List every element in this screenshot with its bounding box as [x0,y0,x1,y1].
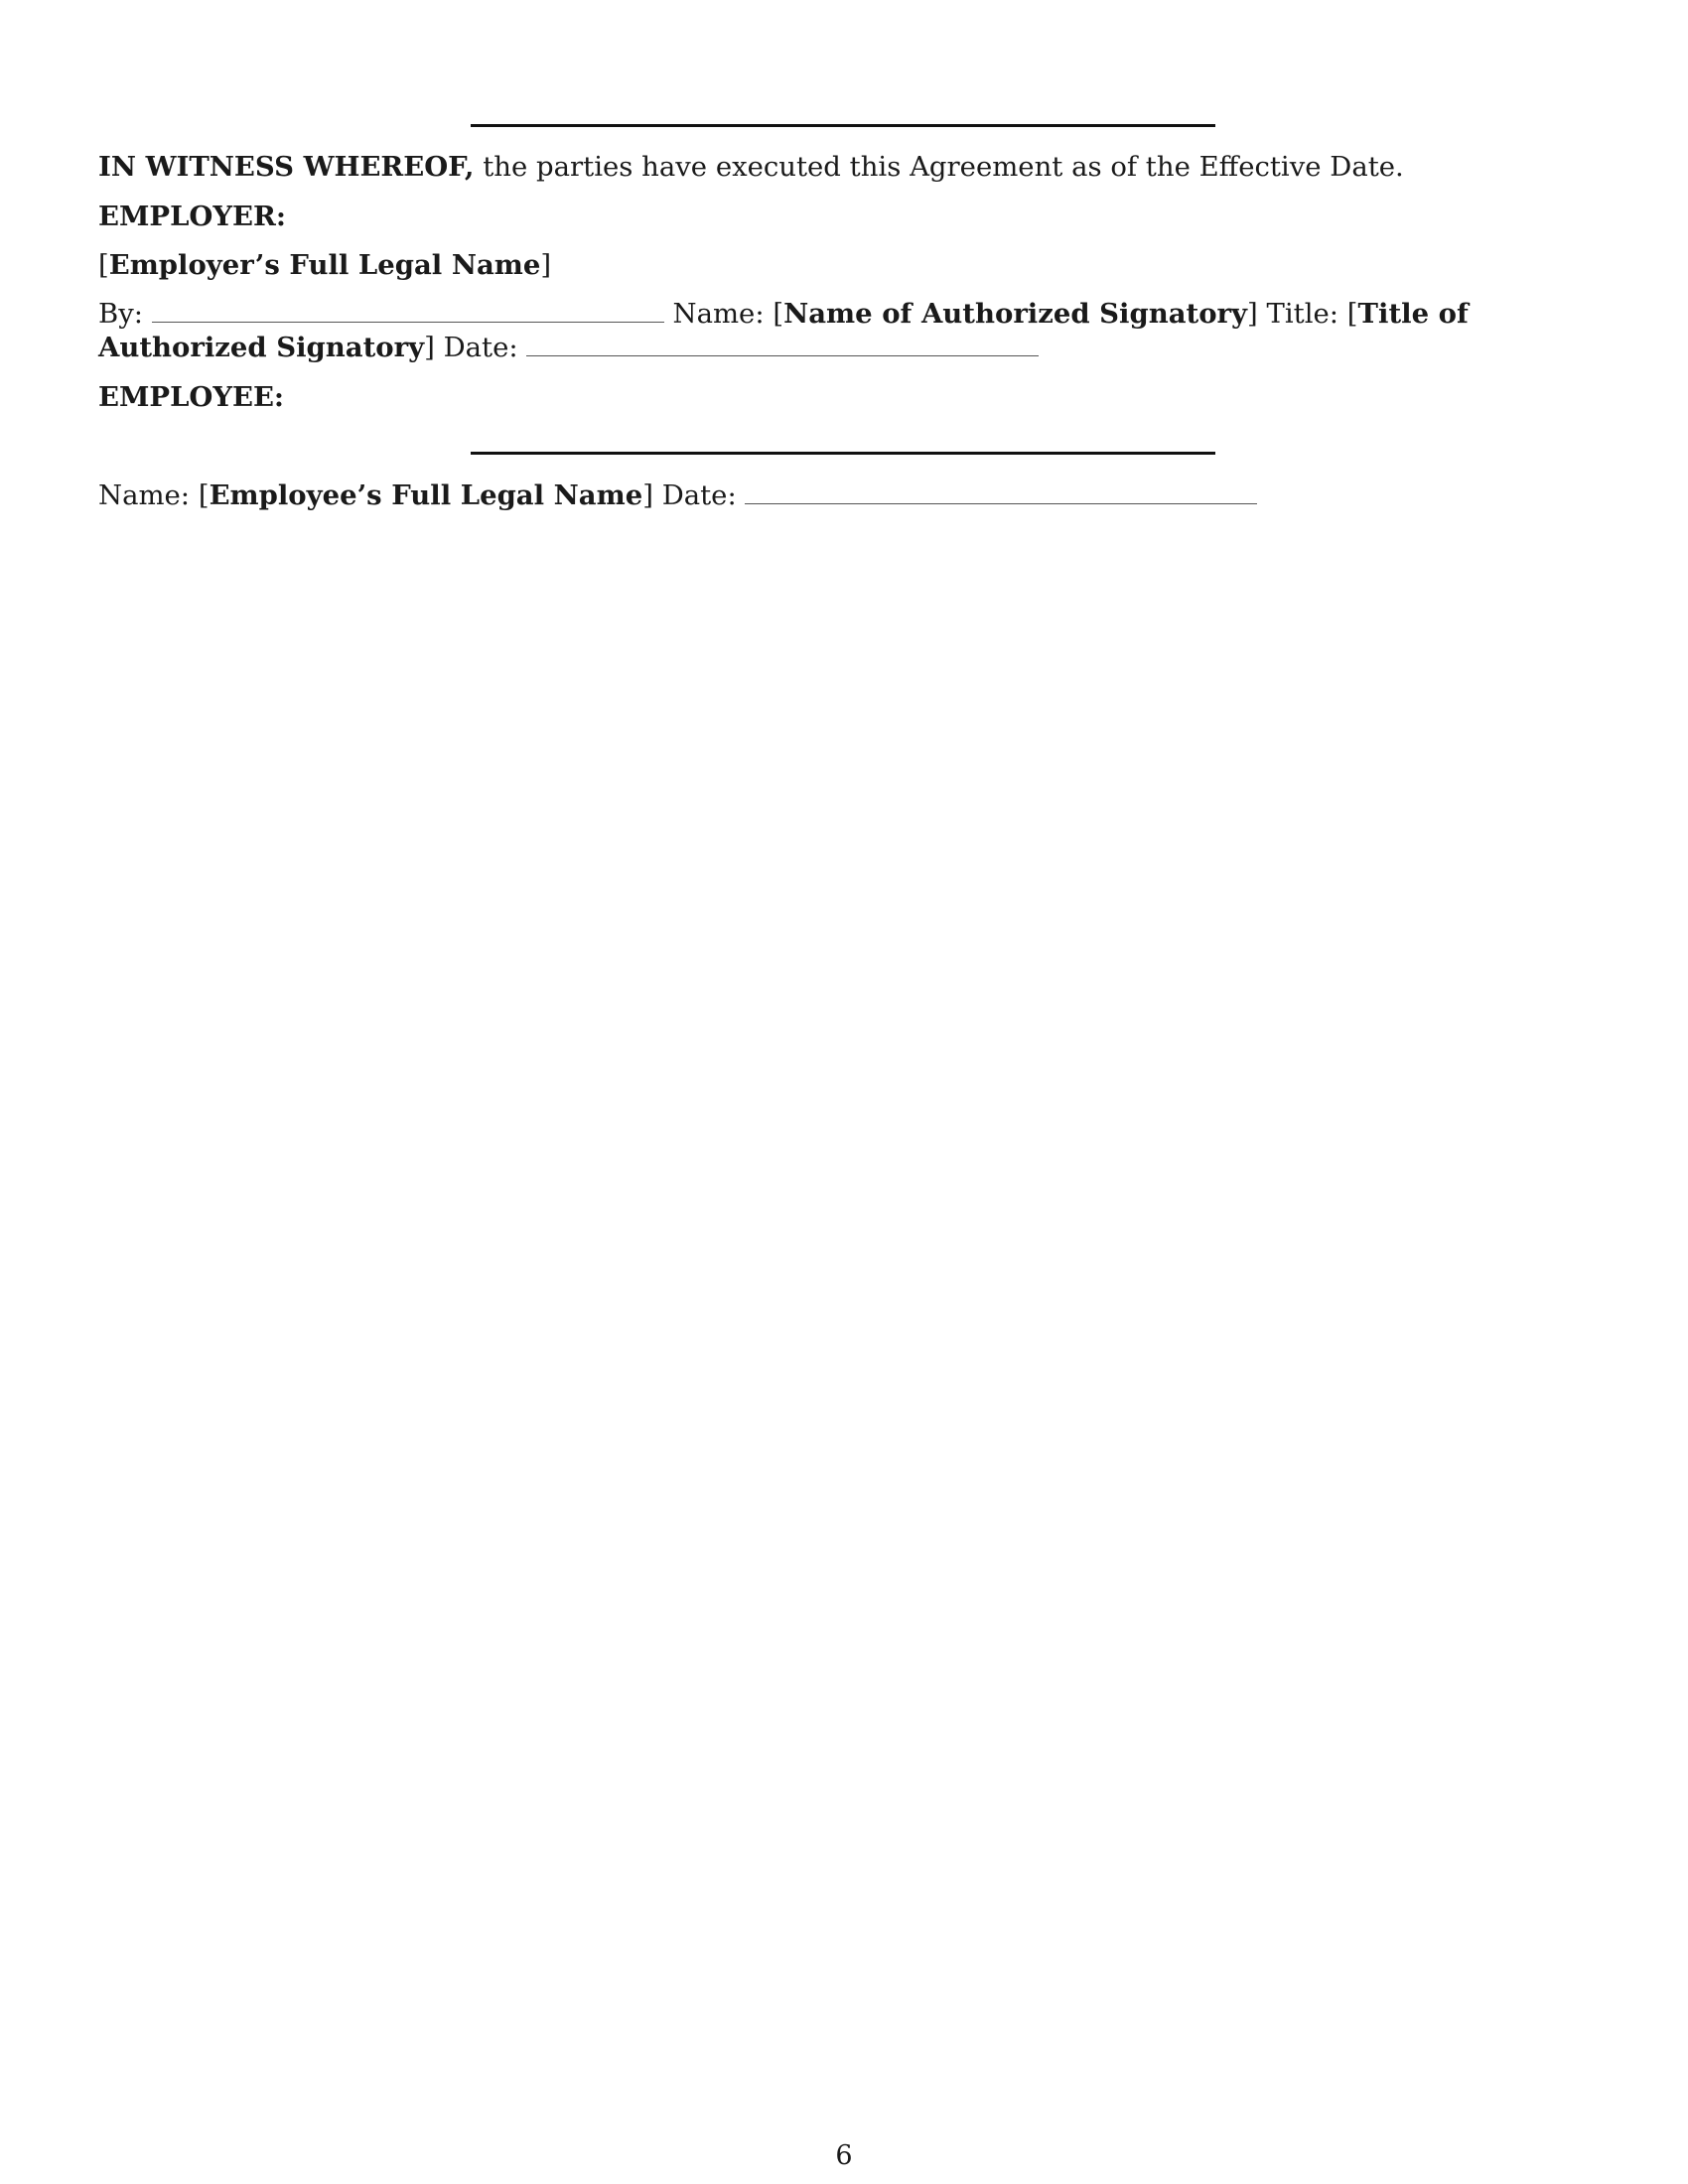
employee-heading-text: EMPLOYEE: [98,381,285,413]
employee-signature-rule[interactable] [471,452,1215,455]
witness-lead: IN WITNESS WHEREOF, [98,151,475,183]
witness-text: the parties have executed this Agreement as of the Effective Date. [474,151,1404,183]
employee-date-blank[interactable] [745,481,1257,504]
employer-heading [98,200,1590,233]
employee-date-label: Date: [661,479,737,511]
employer-signature-blank[interactable] [152,300,664,323]
employee-name-placeholder: Employee’s Full Legal Name [209,479,643,511]
signatory-name-label: Name: [672,298,765,330]
by-label: By: [98,298,144,330]
employee-name-line: Name: [Employee’s Full Legal Name] Date: [98,478,1590,512]
employer-signature-block: By: Name: [Name of Authorized Signatory] Title: [Title of Authorized Signatory] Date: [98,298,1469,363]
employer-date-label: Date: [443,332,518,363]
employee-name-label: Name: [98,479,191,511]
employer-heading-text: EMPLOYER: [98,201,286,232]
signatory-name-placeholder: Name of Authorized Signatory [783,298,1248,330]
page-number: 6 [835,2140,853,2171]
employer-date-blank[interactable] [526,334,1039,356]
witness-clause [98,150,1590,184]
employee-heading [98,380,1590,414]
top-signature-rule [471,124,1215,127]
employer-name-line: [Employer’s Full Legal Name] [98,249,552,281]
employer-name-placeholder: Employer’s Full Legal Name [108,249,541,281]
signatory-title-label: Title: [1266,298,1339,330]
signatory-title-placeholder: Title of Authorized Signatory [98,298,1469,363]
